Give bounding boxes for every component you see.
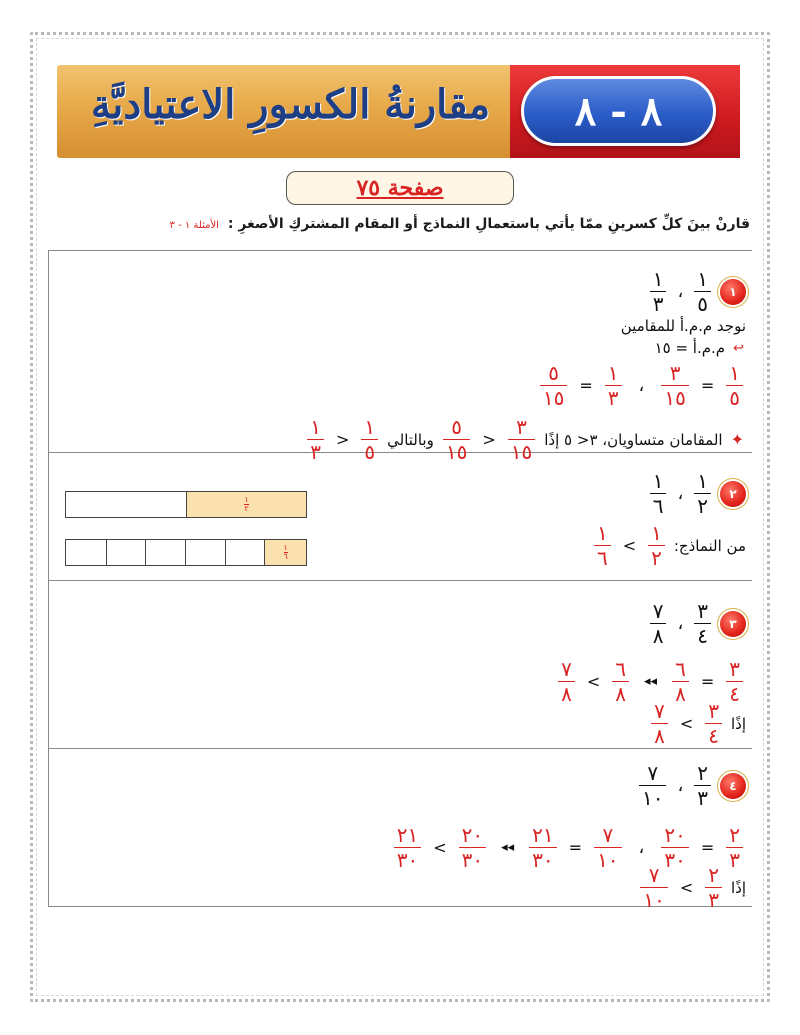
- hence-label: إذًا: [730, 714, 746, 733]
- fraction: $\frac{٣}{٤}$: [726, 659, 743, 704]
- less-than-sign: <: [335, 430, 350, 449]
- exercise-3-header: [647, 601, 746, 646]
- fraction: $\frac{٢}{٣}$: [726, 825, 743, 870]
- fraction: $\frac{١}{٣}$: [307, 417, 324, 462]
- sixth-model-bar: [65, 539, 307, 566]
- fraction: $\frac{١}{٦}$: [594, 523, 611, 568]
- fraction: $\frac{٣}{١٥}$: [508, 417, 535, 462]
- model-cell-shaded: [264, 540, 306, 565]
- lesson-banner: [57, 65, 740, 158]
- half-model-bar: [65, 491, 307, 518]
- equals-sign: =: [700, 376, 715, 395]
- star-icon: ✦: [730, 430, 744, 449]
- double-arrow-icon: ◂◂: [501, 840, 515, 855]
- fraction: $\frac{٧}{٨}$: [651, 701, 668, 746]
- exercise-3: [48, 581, 752, 749]
- exercise-3-step: [555, 659, 746, 704]
- fraction: $\frac{٦}{٨}$: [612, 659, 629, 704]
- greater-than-sign: >: [679, 878, 694, 897]
- models-label: من النماذج:: [673, 536, 746, 555]
- exercise-2-header: [647, 471, 746, 516]
- exercise-4-hence: [637, 865, 746, 910]
- find-lcm-text: نوجد م.م.أ للمقامين: [620, 317, 746, 335]
- comma: ،: [677, 613, 684, 634]
- lcm-value: م.م.أ = ١٥: [654, 339, 726, 357]
- fraction-label: $\frac{١}{٢}$: [244, 495, 249, 513]
- fraction: $\frac{٧}{٨}$: [558, 659, 575, 704]
- model-cell: [66, 540, 106, 565]
- fraction: $\frac{٧}{١٠}$: [640, 865, 667, 910]
- exercise-number-badge: ٣: [720, 611, 746, 637]
- lesson-number-badge: ٨ - ٨: [521, 76, 716, 146]
- examples-reference: الأمثلة ١ - ٣: [169, 220, 219, 231]
- exercise-1-header: [647, 269, 746, 314]
- page-label: صفحة ٧٥: [286, 171, 514, 205]
- greater-than-sign: >: [433, 838, 447, 857]
- find-lcm-line: [621, 317, 746, 335]
- fraction: $\frac{٢٠}{٣٠}$: [459, 825, 486, 870]
- comma: ،: [638, 375, 645, 396]
- fraction: $\frac{٣}{٤}$: [694, 601, 711, 646]
- exercise-1: [48, 250, 752, 464]
- fraction: $\frac{٥}{١٥}$: [540, 363, 567, 408]
- fraction: $\frac{١}{٥}$: [694, 269, 711, 314]
- fraction: $\frac{١}{٢}$: [648, 523, 665, 568]
- therefore-text: وبالتالي: [387, 430, 434, 449]
- fraction: $\frac{٣}{١٥}$: [661, 363, 688, 408]
- instruction-text: قارنْ بينَ كلِّ كسرينِ ممّا يأتي باستعمالِ النماذج أو المقام المشتركِ الأصغرِ :: [227, 216, 750, 232]
- fraction: $\frac{١}{٥}$: [361, 417, 378, 462]
- greater-than-sign: >: [586, 672, 601, 691]
- equivalence-line: [537, 363, 746, 408]
- double-arrow-icon: ◂◂: [644, 674, 658, 689]
- hence-label: إذًا: [730, 878, 746, 897]
- fraction: $\frac{١}{٦}$: [650, 471, 667, 516]
- fraction: $\frac{٣}{٤}$: [705, 701, 722, 746]
- exercise-number-badge: ٤: [720, 773, 746, 799]
- comma: ،: [677, 281, 684, 302]
- model-cell: [66, 492, 186, 517]
- fraction: $\frac{٧}{٨}$: [650, 601, 667, 646]
- equals-sign: =: [700, 838, 715, 857]
- exercise-4: [48, 749, 752, 912]
- fraction: $\frac{٢}{٣}$: [694, 763, 711, 808]
- fraction: $\frac{٥}{١٥}$: [443, 417, 470, 462]
- fraction: $\frac{١}{٢}$: [694, 471, 711, 516]
- comma: ،: [677, 483, 684, 504]
- exercise-number-badge: ١: [720, 279, 746, 305]
- equals-sign: =: [568, 838, 583, 857]
- fraction: $\frac{٧}{١٠}$: [639, 763, 666, 808]
- exercise-4-header: [636, 763, 746, 808]
- exercise-2: [48, 453, 752, 581]
- fraction: $\frac{٢١}{٣٠}$: [394, 825, 421, 870]
- exercise-4-step: [391, 825, 746, 870]
- equals-sign: =: [700, 672, 715, 691]
- comma: ،: [677, 775, 684, 796]
- fraction: $\frac{٧}{١٠}$: [594, 825, 621, 870]
- less-than-sign: <: [482, 430, 496, 449]
- return-arrow-icon: ↩: [733, 340, 744, 356]
- fraction: $\frac{١}{٣}$: [650, 269, 667, 314]
- fraction: $\frac{٦}{٨}$: [672, 659, 689, 704]
- lesson-title: مقارنةُ الكسورِ الاعتياديَّةِ: [90, 81, 490, 128]
- instruction: [50, 216, 750, 232]
- fraction: $\frac{٢٠}{٣٠}$: [661, 825, 688, 870]
- model-cell: [185, 540, 225, 565]
- fraction: $\frac{٢١}{٣٠}$: [529, 825, 556, 870]
- conclusion-text: المقامان متساويان، ٣< ٥ إذًا: [544, 430, 723, 449]
- exercise-3-hence: [648, 701, 746, 746]
- greater-than-sign: >: [622, 536, 637, 555]
- model-cell: [225, 540, 265, 565]
- fraction: $\frac{٢}{٣}$: [705, 865, 722, 910]
- fraction: $\frac{١}{٥}$: [726, 363, 743, 408]
- lcm-value-line: [655, 339, 746, 357]
- model-cell: [106, 540, 146, 565]
- model-cell-shaded: [186, 492, 306, 517]
- greater-than-sign: >: [679, 714, 694, 733]
- models-result-line: [591, 523, 746, 568]
- exercise-number-badge: ٢: [720, 481, 746, 507]
- fraction: $\frac{١}{٣}$: [605, 363, 622, 408]
- comma: ،: [638, 837, 645, 858]
- model-cell: [145, 540, 185, 565]
- fraction-label: $\frac{١}{٦}$: [283, 543, 288, 561]
- equals-sign: =: [579, 376, 593, 395]
